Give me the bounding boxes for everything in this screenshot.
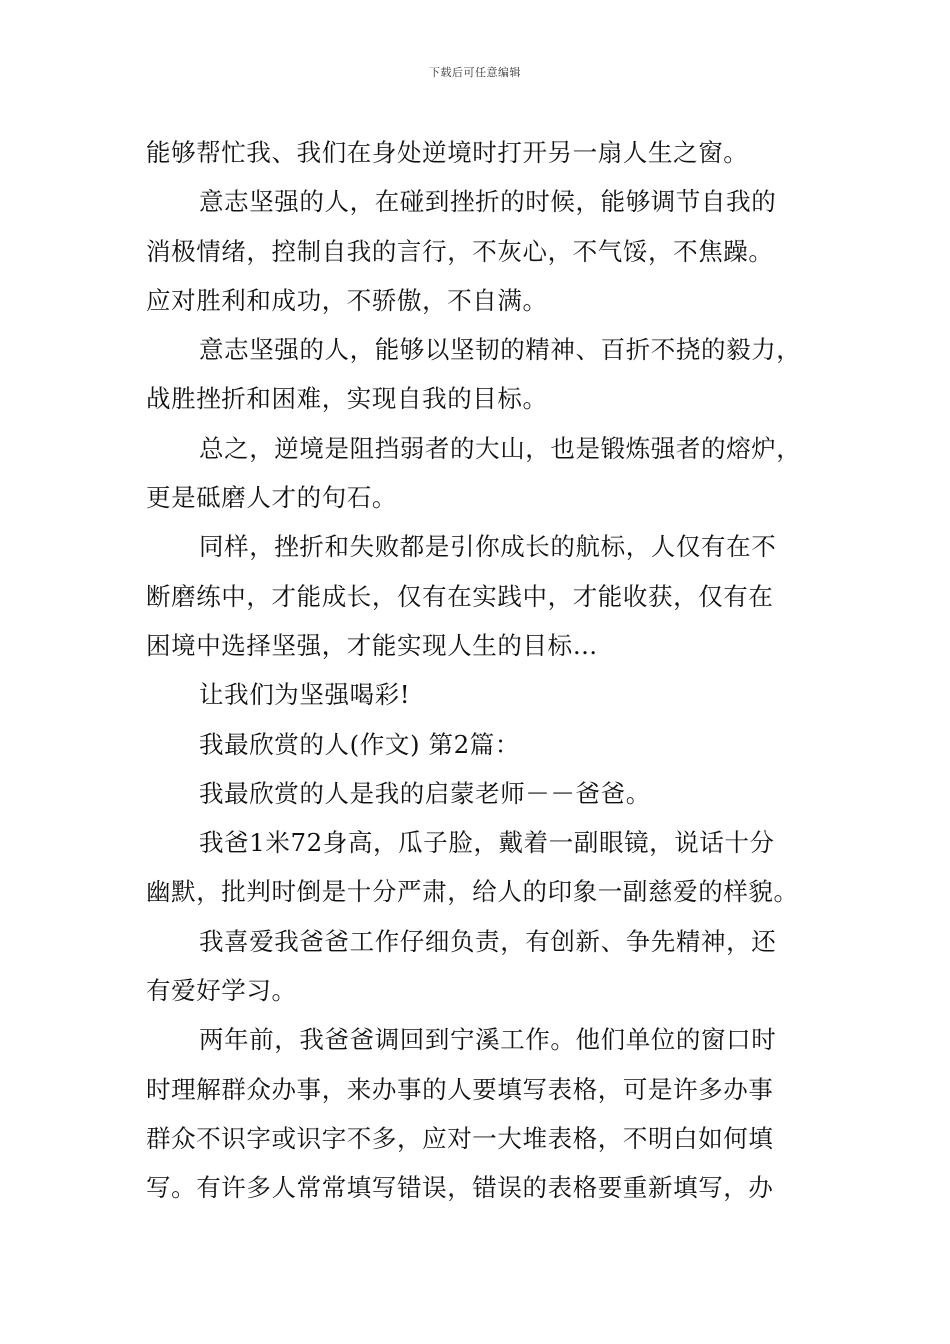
text-line: 应对胜利和成功，不骄傲，不自满。 bbox=[146, 285, 548, 315]
text-line: 断磨练中，才能成长，仅有在实践中，才能收获，仅有在 bbox=[146, 581, 774, 611]
text-line: 我最欣赏的人(作文) 第2篇： bbox=[199, 729, 520, 759]
text-line: 更是砥磨人才的句石。 bbox=[146, 483, 397, 513]
text-line: 消极情绪，控制自我的言行，不灰心，不气馁，不焦躁。 bbox=[146, 236, 774, 266]
text-line: 群众不识字或识字不多，应对一大堆表格，不明白如何填 bbox=[146, 1123, 774, 1153]
text-line: 时理解群众办事，来办事的人要填写表格，可是许多办事 bbox=[146, 1074, 774, 1104]
text-line: 总之，逆境是阻挡弱者的大山，也是锻炼强者的熔炉， bbox=[199, 433, 802, 463]
text-line: 两年前，我爸爸调回到宁溪工作。他们单位的窗口时 bbox=[199, 1025, 777, 1055]
text-line: 能够帮忙我、我们在身处逆境时打开另一扇人生之窗。 bbox=[146, 138, 749, 167]
text-line: 我爸1米72身高，瓜子脸，戴着一副眼镜，说话十分 bbox=[199, 828, 775, 858]
text-line: 我最欣赏的人是我的启蒙老师－－爸爸。 bbox=[199, 778, 651, 808]
text-line: 意志坚强的人，能够以坚韧的精神、百折不挠的毅力， bbox=[199, 335, 802, 365]
text-line: 同样，挫折和失败都是引你成长的航标，人仅有在不 bbox=[199, 532, 777, 562]
text-line: 战胜挫折和困难，实现自我的目标。 bbox=[146, 384, 548, 414]
text-line: 意志坚强的人，在碰到挫折的时候，能够调节自我的 bbox=[199, 187, 777, 217]
text-line: 幽默，批判时倒是十分严肃，给人的印象一副慈爱的样貌。 bbox=[146, 877, 799, 907]
text-line: 让我们为坚强喝彩! bbox=[199, 680, 411, 710]
header-note: 下载后可任意编辑 bbox=[429, 66, 521, 79]
text-line: 我喜爱我爸爸工作仔细负责，有创新、争先精神，还 bbox=[199, 926, 777, 956]
text-line: 写。有许多人常常填写错误，错误的表格要重新填写，办 bbox=[146, 1173, 774, 1203]
text-line: 困境中选择坚强，才能实现人生的目标… bbox=[146, 630, 598, 660]
text-line: 有爱好学习。 bbox=[146, 976, 297, 1006]
document-body bbox=[146, 128, 826, 1213]
